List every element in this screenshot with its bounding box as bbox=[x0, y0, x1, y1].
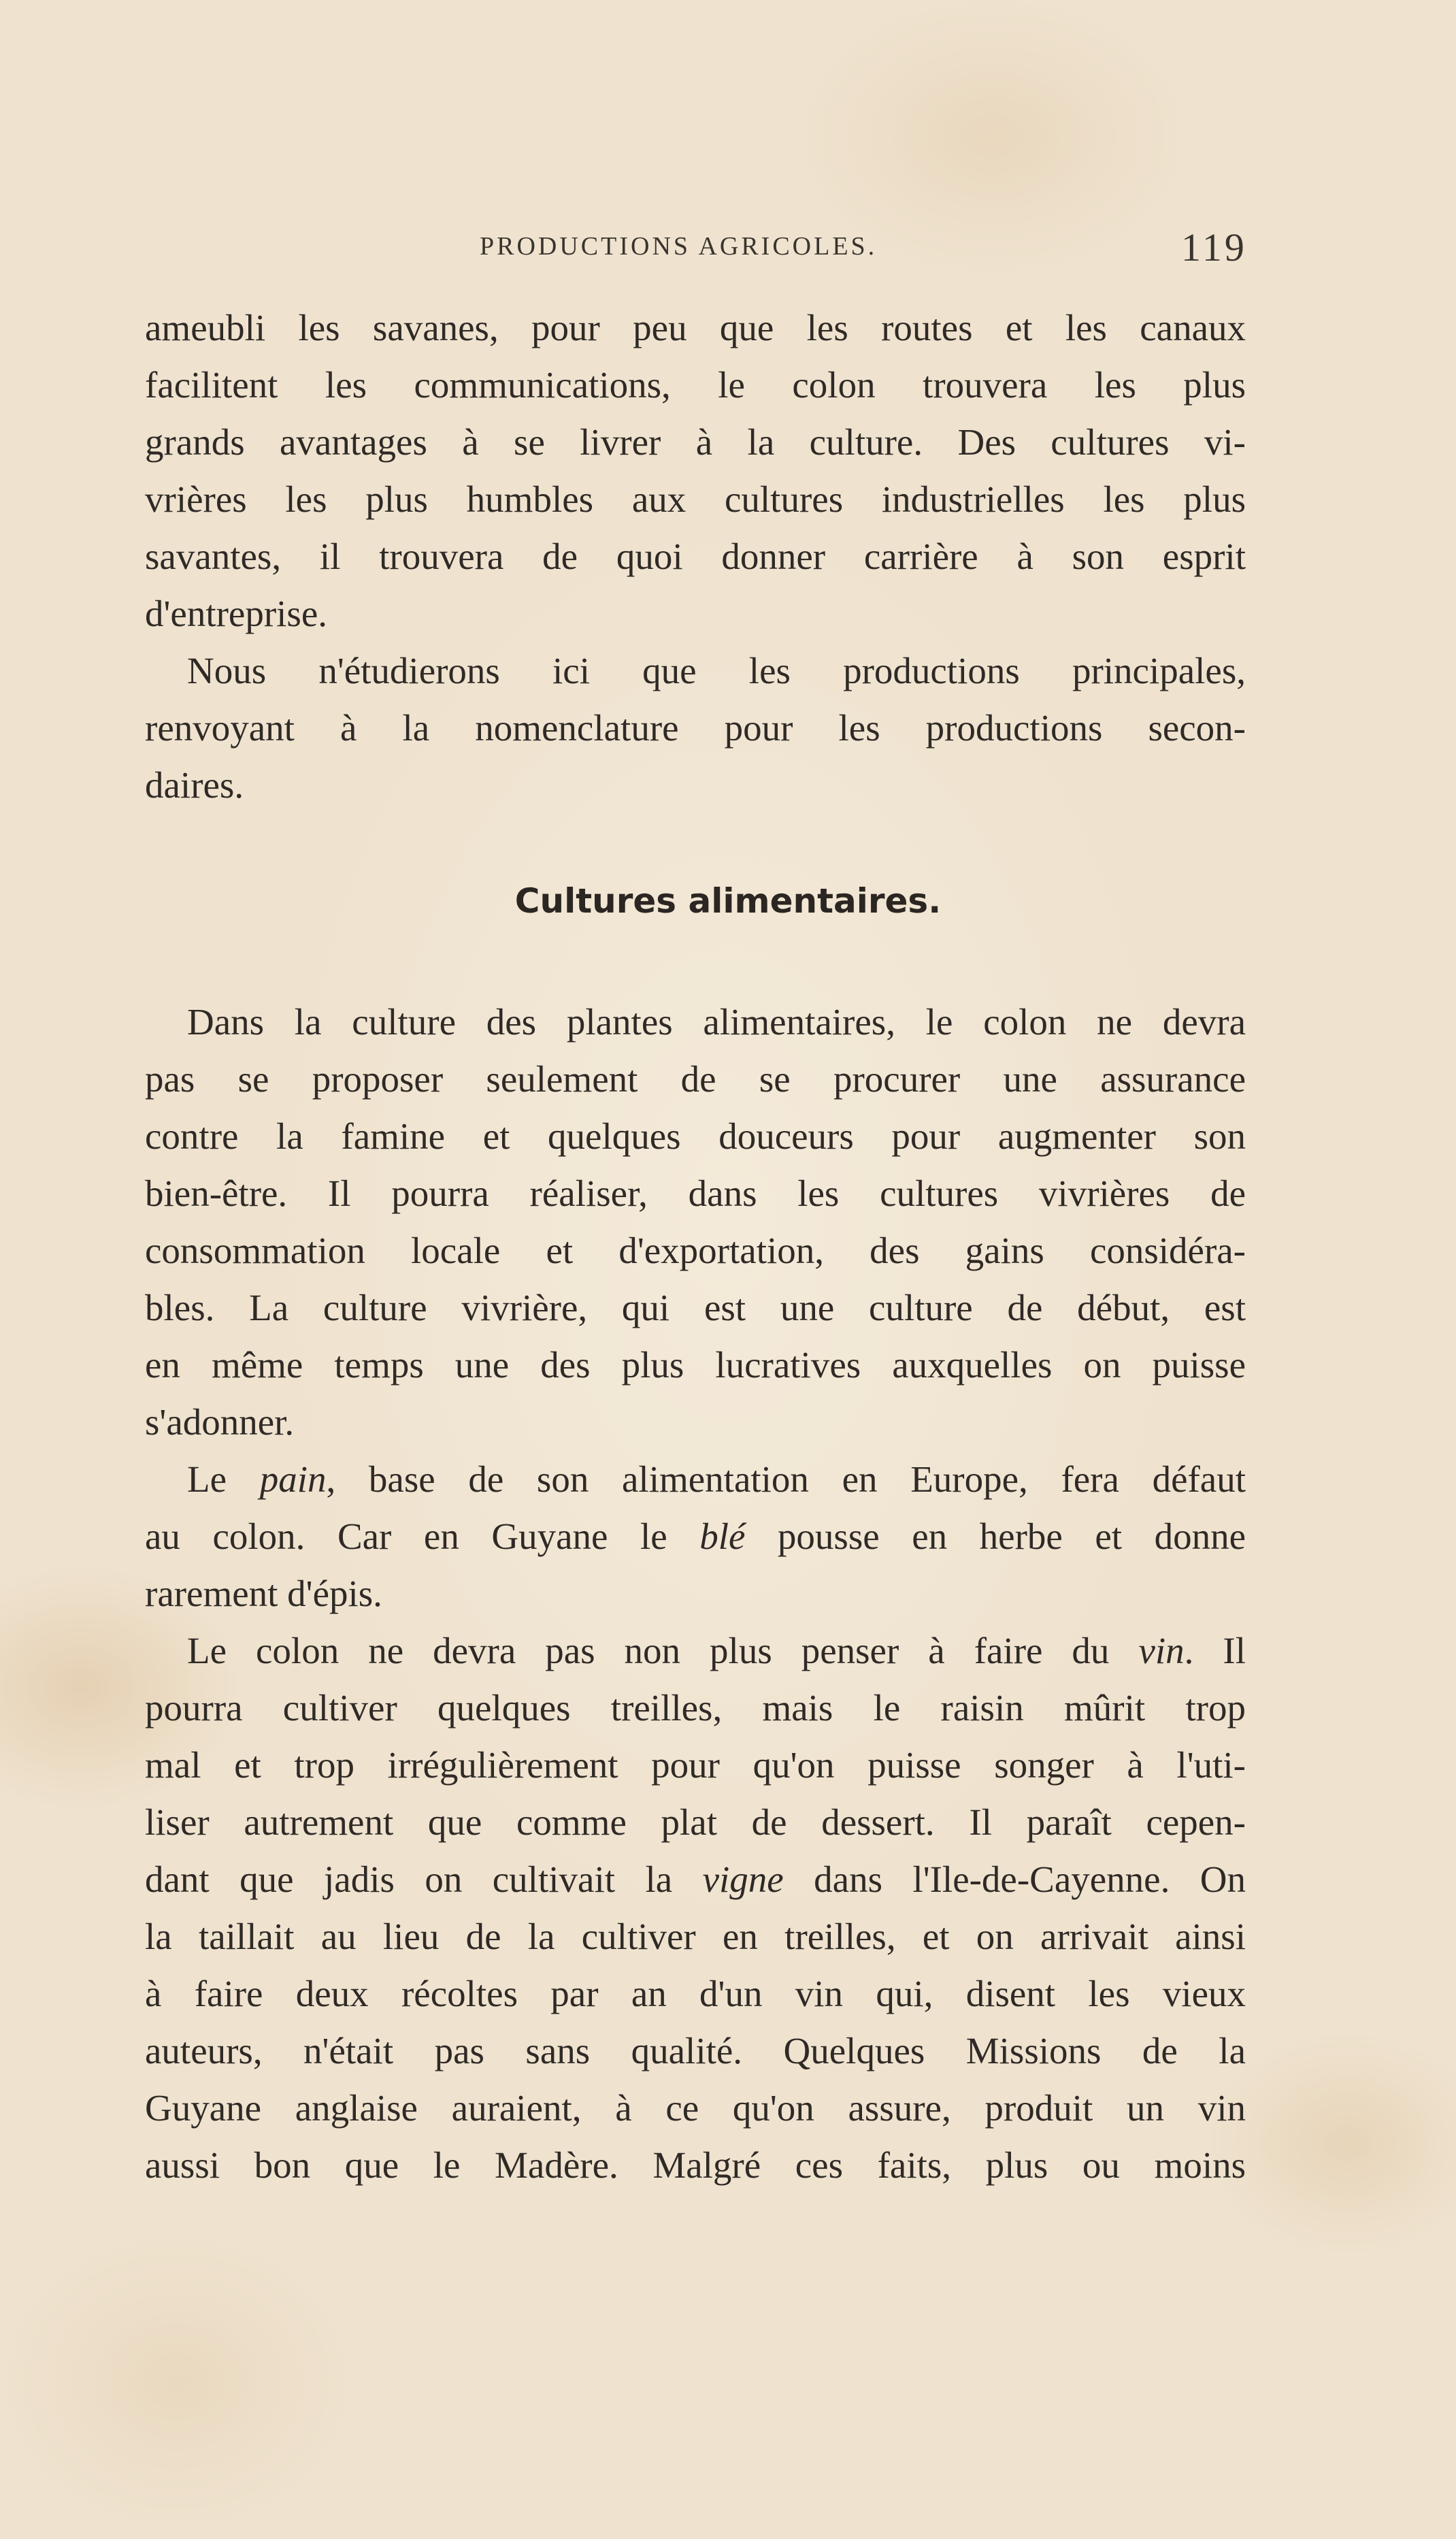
text-line: d'entreprise. bbox=[145, 593, 327, 634]
text-run: dans l'Ile-de-Cayenne. On bbox=[783, 1858, 1246, 1900]
text-line: bles. La culture vivrière, qui est une culture de début, est bbox=[145, 1287, 1246, 1328]
text-line: savantes, il trouvera de quoi donner carrière à son esprit bbox=[145, 536, 1246, 577]
text-run: Le colon ne devra pas non plus penser à faire du bbox=[187, 1630, 1139, 1671]
text-run: dant que jadis on cultivait la bbox=[145, 1858, 703, 1900]
text-line: auteurs, n'était pas sans qualité. Quelques Missions de la bbox=[145, 2030, 1246, 2071]
italic-term: blé bbox=[699, 1516, 746, 1557]
text-line: Dans la culture des plantes alimentaires, le colon ne devra bbox=[187, 1001, 1246, 1043]
running-title: PRODUCTIONS AGRICOLES. bbox=[480, 232, 878, 261]
text-line: aussi bon que le Madère. Malgré ces faits, plus ou moins bbox=[145, 2144, 1246, 2186]
running-head bbox=[0, 225, 1456, 269]
text-line: bien-être. Il pourra réaliser, dans les cultures vivrières de bbox=[145, 1173, 1246, 1214]
text-line bbox=[187, 1451, 1246, 1508]
italic-term: pain bbox=[259, 1458, 327, 1500]
text-line: pourra cultiver quelques treilles, mais le raisin mûrit trop bbox=[145, 1687, 1246, 1729]
text-run: , base de son alimentation en Europe, fera défaut bbox=[326, 1458, 1246, 1500]
text-line: en même temps une des plus lucratives auxquelles on puisse bbox=[145, 1344, 1246, 1386]
text-line: daires. bbox=[145, 764, 244, 806]
text-line: mal et trop irrégulièrement pour qu'on puisse songer à l'uti- bbox=[145, 1744, 1246, 1786]
italic-term: vin bbox=[1138, 1630, 1185, 1671]
text-line: facilitent les communications, le colon trouvera les plus bbox=[145, 364, 1246, 406]
text-line: à faire deux récoltes par an d'un vin qui, disent les vieux bbox=[145, 1973, 1246, 2014]
text-line: grands avantages à se livrer à la culture. Des cultures vi- bbox=[145, 421, 1246, 463]
text-line bbox=[187, 1622, 1246, 1680]
text-run: pousse en herbe et donne bbox=[745, 1516, 1246, 1557]
text-line: s'adonner. bbox=[145, 1401, 295, 1443]
text-line: la taillait au lieu de la cultiver en treilles, et on arrivait ainsi bbox=[145, 1916, 1246, 1957]
text-line: contre la famine et quelques douceurs pour augmenter son bbox=[145, 1115, 1246, 1157]
text-line bbox=[145, 1508, 1246, 1565]
italic-term: vigne bbox=[702, 1858, 784, 1900]
text-line: consommation locale et d'exportation, des gains considéra- bbox=[145, 1230, 1246, 1271]
text-line bbox=[145, 1851, 1246, 1908]
text-line: vrières les plus humbles aux cultures industrielles les plus bbox=[145, 478, 1246, 520]
text-line: liser autrement que comme plat de dessert. Il paraît cepen- bbox=[145, 1801, 1246, 1843]
page-number: 119 bbox=[1181, 225, 1247, 269]
text-line: Nous n'étudierons ici que les productions principales, bbox=[187, 650, 1246, 691]
text-run: au colon. Car en Guyane le bbox=[145, 1516, 700, 1557]
text-line: renvoyant à la nomenclature pour les productions secon- bbox=[145, 707, 1246, 749]
text-line: ameubli les savanes, pour peu que les routes et les canaux bbox=[145, 307, 1246, 348]
section-heading: Cultures alimentaires. bbox=[514, 881, 942, 921]
text-line: pas se proposer seulement de se procurer une assurance bbox=[145, 1058, 1246, 1100]
text-line: Guyane anglaise auraient, à ce qu'on assure, produit un vin bbox=[145, 2087, 1246, 2129]
text-run: . Il bbox=[1184, 1630, 1246, 1671]
text-line: rarement d'épis. bbox=[145, 1573, 382, 1614]
text-run: Le bbox=[187, 1458, 260, 1500]
